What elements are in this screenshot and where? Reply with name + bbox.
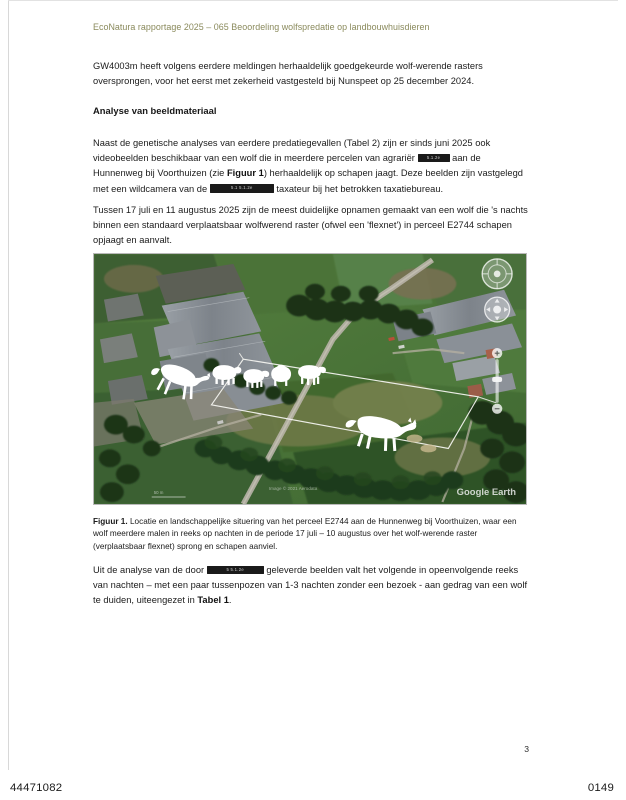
paragraph-analysis-conclusion — [93, 563, 533, 609]
paragraph-recordings-period — [93, 203, 533, 249]
footer-document-id: 44471082 — [10, 782, 63, 794]
paragraph-video-text-d: taxateur bij het betrokken taxatiebureau. — [276, 183, 444, 194]
document-header: EcoNatura rapportage 2025 – 065 Beoordeling wolfspredatie op landbouwhuisdieren — [93, 22, 430, 32]
paragraph-conclusion-text-b: geleverde beelden valt het volgende in opeenvolgende reeks van nachten – met een paar tussenpozen van 1-3 nachten zonder een bezoek - aan gedrag van een wolf te duiden, uiteengezet in — [93, 565, 528, 606]
paragraph-video-text-c: ) herhaaldelijk op schapen jaagt. Deze beelden zijn vastgelegd met een wildcamera van de — [93, 168, 523, 194]
figure-satellite-map — [93, 253, 527, 505]
imagery-attribution: Image © 2021 Aerodata — [268, 486, 318, 492]
svg-text:50 m: 50 m — [153, 490, 164, 496]
table-reference-1: Tabel 1 — [197, 595, 229, 606]
paragraph-conclusion-text-c: . — [228, 595, 232, 606]
satellite-image — [94, 254, 526, 504]
figure-caption-text: Locatie en landschappelijke situering van het perceel E2744 aan de Hunnenweg bij Voorthuizen, waar een wolf meerdere malen in reeks op nachten in de periode 17 juli – 10 augustus over het wolf-werende raster (verplaatsbaar flexnet) sprong en schapen aanviel. — [93, 517, 517, 551]
section-heading-analysis: Analyse van beeldmateriaal — [93, 105, 217, 116]
figure-caption-label: Figuur 1. — [93, 517, 128, 526]
scan-edge-left — [8, 0, 9, 770]
paragraph-conclusion-text-a: Uit de analyse van de door — [93, 565, 205, 575]
paragraph-video-text-b: aan de Hunnenweg bij Voorthuizen (zie — [93, 153, 481, 179]
google-earth-watermark: Google Earth — [456, 487, 517, 499]
paragraph-video-evidence — [93, 136, 533, 197]
redaction-block-farmer: 5.1.2e — [418, 154, 450, 163]
redaction-block-appraiser: 5.1 5.1.2e — [210, 184, 274, 193]
paragraph-intro — [93, 59, 533, 89]
figure-caption — [93, 516, 531, 553]
figure-reference-1: Figuur 1 — [226, 168, 264, 179]
paragraph-recordings-text: Tussen 17 juli en 11 augustus 2025 zijn de meest duidelijke opnamen gemaakt van een wolf die 's nachts binnen een standaard verplaatsbaar wolfwerend raster (ofwel een 'flexnet') in perceel E2744 schapen opjaagt en aanvalt. — [93, 205, 528, 246]
paragraph-intro-text: GW4003m heeft volgens eerdere meldingen herhaaldelijk goedgekeurde wolf-werende rasters oversprongen, voor het eerst met zekerheid vastgesteld bij Nunspeet op 25 december 2024. — [93, 61, 483, 87]
paragraph-video-text-a: Naast de genetische analyses van eerdere predatiegevallen (Tabel 2) zijn er sinds juni 2025 ook videobeelden beschikbaar van een wolf die in meerdere percelen van agrariër — [93, 138, 491, 164]
redaction-block-supplier: 5 5.1.2e — [207, 566, 264, 575]
footer-sequence-number: 0149 — [587, 782, 614, 794]
page-number: 3 — [524, 744, 529, 754]
scan-edge-top — [8, 0, 618, 1]
